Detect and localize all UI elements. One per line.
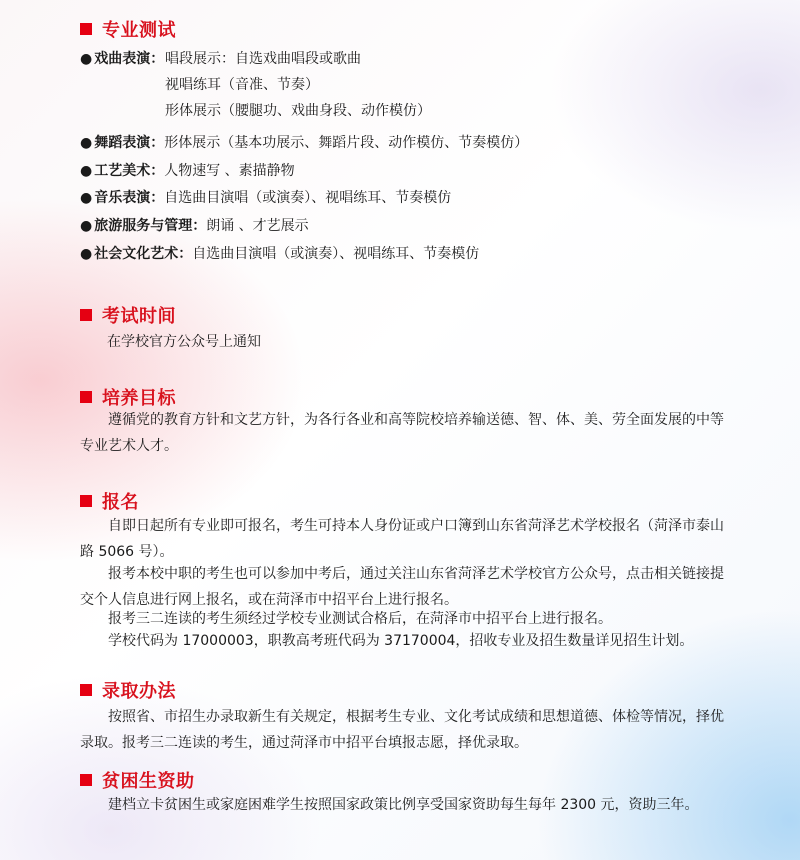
- registration-paragraph-4: 学校代码为 17000003，职教高考班代码为 37170004，招收专业及招生数量详见招生计划。: [108, 633, 694, 649]
- xiqu-line-3: 形体展示（腰腿功、戏曲身段、动作模仿）: [165, 103, 431, 119]
- registration-paragraph-2: 报考本校中职的考生也可以参加中考后，通过关注山东省菏泽艺术学校官方公众号，点击相关链接提交个人信息进行网上报名，或在菏泽市中招平台上进行报名。: [80, 566, 724, 608]
- list-item-tourism: ● 旅游服务与管理： 朗诵 、才艺展示: [80, 218, 309, 234]
- red-square-icon: [80, 23, 92, 35]
- section-heading-specialty-test: 专业测试: [80, 16, 176, 42]
- list-item-culture-art: ● 社会文化艺术： 自选曲目演唱（或演奏）、视唱练耳、节奏模仿: [80, 246, 480, 262]
- exam-time-text: 在学校官方公众号上通知: [107, 334, 261, 350]
- red-square-icon: [80, 309, 92, 321]
- list-item-crafts: ● 工艺美术： 人物速写 、素描静物: [80, 163, 295, 179]
- section-heading-registration: 报名: [80, 488, 139, 514]
- admission-text: 按照省、市招生办录取新生有关规定，根据考生专业、文化考试成绩和思想道德、体检等情况，择优录取。报考三二连读的考生，通过菏泽市中招平台填报志愿，择优录取。: [80, 709, 724, 751]
- registration-paragraph-3: 报考三二连读的考生须经过学校专业测试合格后，在菏泽市中招平台上进行报名。: [108, 611, 612, 627]
- xiqu-line-1: 唱段展示：自选戏曲唱段或歌曲: [165, 51, 361, 67]
- bullet-icon: ●: [80, 246, 93, 262]
- training-goal-text: 遵循党的教育方针和文艺方针，为各行各业和高等院校培养输送德、智、体、美、劳全面发展的中等专业艺术人才。: [80, 412, 724, 454]
- red-square-icon: [80, 684, 92, 696]
- list-item-xiqu: ● 戏曲表演：: [80, 51, 165, 67]
- red-square-icon: [80, 495, 92, 507]
- red-square-icon: [80, 774, 92, 786]
- financial-aid-text: 建档立卡贫困生或家庭困难学生按照国家政策比例享受国家资助每生每年 2300 元，资助三年。: [108, 797, 699, 813]
- bullet-icon: ●: [80, 163, 93, 179]
- bullet-icon: ●: [80, 218, 93, 234]
- bullet-icon: ●: [80, 190, 93, 206]
- xiqu-line-2: 视唱练耳（音准、节奏）: [165, 77, 319, 93]
- section-heading-admission: 录取办法: [80, 677, 176, 703]
- list-item-dance: ● 舞蹈表演： 形体展示（基本功展示、舞蹈片段、动作模仿、节奏模仿）: [80, 135, 529, 151]
- registration-paragraph-1: 自即日起所有专业即可报名，考生可持本人身份证或户口簿到山东省菏泽艺术学校报名（菏泽市泰山路 5066 号）。: [80, 518, 724, 560]
- section-heading-training-goal: 培养目标: [80, 384, 176, 410]
- section-heading-financial-aid: 贫困生资助: [80, 767, 195, 793]
- section-heading-exam-time: 考试时间: [80, 302, 176, 328]
- red-square-icon: [80, 391, 92, 403]
- list-item-music: ● 音乐表演： 自选曲目演唱（或演奏）、视唱练耳、节奏模仿: [80, 190, 452, 206]
- bullet-icon: ●: [80, 135, 93, 151]
- bullet-icon: ●: [80, 51, 93, 67]
